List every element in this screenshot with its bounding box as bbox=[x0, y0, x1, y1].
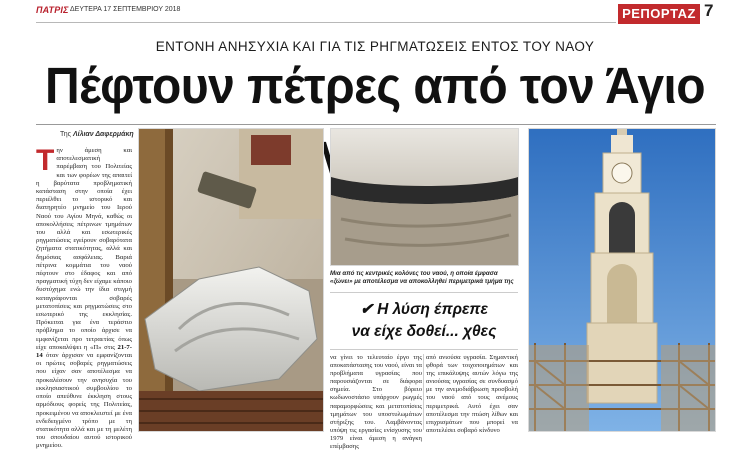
kicker-headline: ΕΝΤΟΝΗ ΑΝΗΣΥΧΙΑ ΚΑΙ ΓΙΑ ΤΙΣ ΡΗΓΜΑΤΩΣΕΙΣ ΕΝΤΟΣ ΤΟΥ ΝΑΟΥ bbox=[155, 39, 595, 54]
byline bbox=[60, 131, 134, 138]
top-divider bbox=[36, 22, 616, 23]
photo-fallen-stone bbox=[138, 128, 324, 432]
section-label: ΡΕΠΟΡΤΑΖ bbox=[618, 4, 700, 24]
issue-date: ΔΕΥΤΕΡΑ 17 ΣΕΠΤΕΜΒΡΙΟΥ 2018 bbox=[70, 6, 181, 13]
main-headline: Πέφτουν πέτρες από τον Άγιο bbox=[45, 58, 705, 115]
photo-bell-tower bbox=[528, 128, 716, 432]
pull-quote-line-1 bbox=[330, 299, 518, 321]
body-text-1: ην άμεση και αποτελεσματική παρέμβαση του Πολιτείας και των φορέων της απαιτεί η βαρύτατα προβληματική κατάσταση στην οποία έχει περιέλθει το ιστορικό και διατηρητέο μνημείο του Ιερού Ναού του Αγίου Μηνά, καθώς οι αποκολλήσεις πέτρινων τμημάτων του αλλά και εσωτερικές ρηγματώσεις εγείρουν σοβαρότατα ζητήματα στατικότητας, αλλά και δημόσιας ασφάλειας. Βαριά πέτρινα κομμάτια του ναού πέφτουν στο έδαφος και από πραγματική τύχη δεν είχαμε κάποιο δυστύχημα ενώ την ίδια στιγμή καταγράφονται σοβαρές μετατοπίσεις και ρηγματώσεις στο εσωτερικό της εκκλησίας. Πρόκειται για ένα τεράστιο πρόβλημα το οποίο άρχισε να εμφανίζεται προ τετραετίας όπως είχε αποκαλύψει η «Π» στις bbox=[36, 147, 132, 351]
body-date: 21-7-14 bbox=[36, 343, 133, 360]
column-separator bbox=[423, 354, 424, 430]
photo-caption: Μια από τις κεντρικές κολόνες του ναού, η οποία έμφασα «ζώνει» με αποτέλεσμα να αποκολληθεί περιμετρικά τμήμα της bbox=[330, 270, 514, 285]
pull-quote-line-2: να είχε δοθεί... χθες bbox=[351, 323, 497, 340]
body-column-1 bbox=[36, 144, 133, 450]
byline-prefix: Της bbox=[60, 131, 72, 138]
paper-name: ΠΑΤΡΙΣ bbox=[36, 5, 69, 15]
pull-quote bbox=[330, 292, 518, 350]
page-number: 7 bbox=[704, 1, 714, 20]
check-icon: ✔ bbox=[360, 301, 374, 318]
headline-divider bbox=[36, 124, 716, 125]
byline-author: Λίλιαν Δαφερμάκη bbox=[72, 131, 134, 138]
body-text-1b: όταν άρχισαν να εμφανίζονται οι πρώτες σοβαρές ρηγματώσεις που είχαν σαν αποτέλεσμα να προκαλέσουν την ανησυχία του εκκλησιαστικού συμβουλίου το οποίο απεύθυνε έκκληση στους αρμόδιους φορείς της Πολιτείας, προκειμένου να αποκλειστεί με ένα ενδεδειγμένο τρόπο με τη στατικότητα αλλά και με τη μελέτη του σπουδαίου αυτού ιστορικού μνημείου. bbox=[36, 352, 133, 450]
photo-column-base bbox=[330, 128, 519, 266]
body-column-3: από ανιούσα υγρασία. Σημαντική φθορά των τοιχοποιημάτων και της επικάλυψης αυτών λόγω της ανιούσας υγρασίας σε συνδυασμό με την ανεμοδιάβρωση προσβολή του ναού από τους ανέμους περιμετρικά. Αυτό έχει σαν αποτέλεσμα την πτώση λίθων και επιχρισμάτων που μπορεί να αποτελέσει σοβαρό κίνδυνο bbox=[426, 354, 518, 434]
pull-quote-text-1: Η λύση έπρεπε bbox=[377, 301, 488, 318]
body-column-2: να γίνει το τελευταίο έργο της αποκατάστασης του ναού, είναι τα προβλήματα υγρασίας που παρουσιάζονται σε διάφορα σημεία. Στο βόρειο κωδωνοστάσιο υπάρχουν ρωγμές παραμορφώσεις και μετατοπίσεις τμημάτων του υποστυλωμάτων στήριξης του. Λαμβάνοντας υπόψη τις εργασίες ενίσχυσης του 1979 είναι άμεση η ανάγκη επέμβασης bbox=[330, 354, 422, 451]
drop-cap: Τ bbox=[36, 144, 55, 177]
